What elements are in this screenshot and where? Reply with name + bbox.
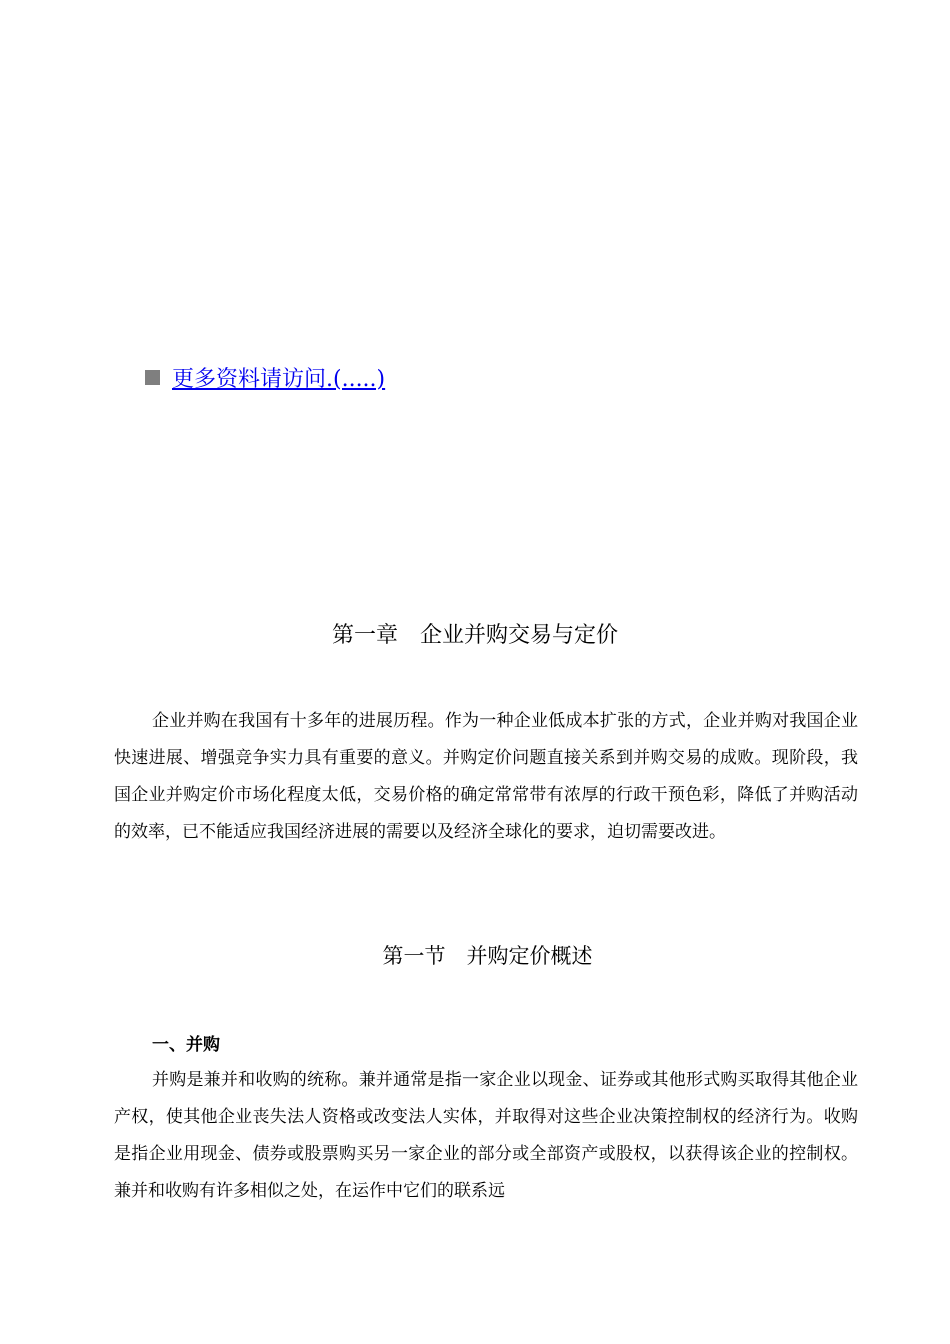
chapter-title: 第一章 企业并购交易与定价: [331, 623, 618, 648]
subsection-heading: 一、并购: [152, 1035, 220, 1055]
subsection-paragraph: 并购是兼并和收购的统称。兼并通常是指一家企业以现金、证券或其他形式购买取得其他企业产权，使其他企业丧失法人资格或改变法人实体，并取得对这些企业决策控制权的经济行为。收购是指企业用现金、债券或股票购买另一家企业的部分或全部资产或股权，以获得该企业的控制权。兼并和收购有许多相似之处，在运作中它们的联系远: [114, 1070, 858, 1201]
section-title: 第一节 并购定价概述: [382, 944, 593, 968]
more-info-link-line: [145, 362, 385, 393]
more-info-link[interactable]: 更多资料请访问.(.....): [172, 367, 386, 392]
square-bullet-icon: [145, 370, 160, 385]
intro-paragraph: 企业并购在我国有十多年的进展历程。作为一种企业低成本扩张的方式，企业并购对我国企业快速进展、增强竞争实力具有重要的意义。并购定价问题直接关系到并购交易的成败。现阶段，我国企业并购定价市场化程度太低，交易价格的确定常常带有浓厚的行政干预色彩，降低了并购活动的效率，已不能适应我国经济进展的需要以及经济全球化的要求，迫切需要改进。: [114, 711, 858, 842]
